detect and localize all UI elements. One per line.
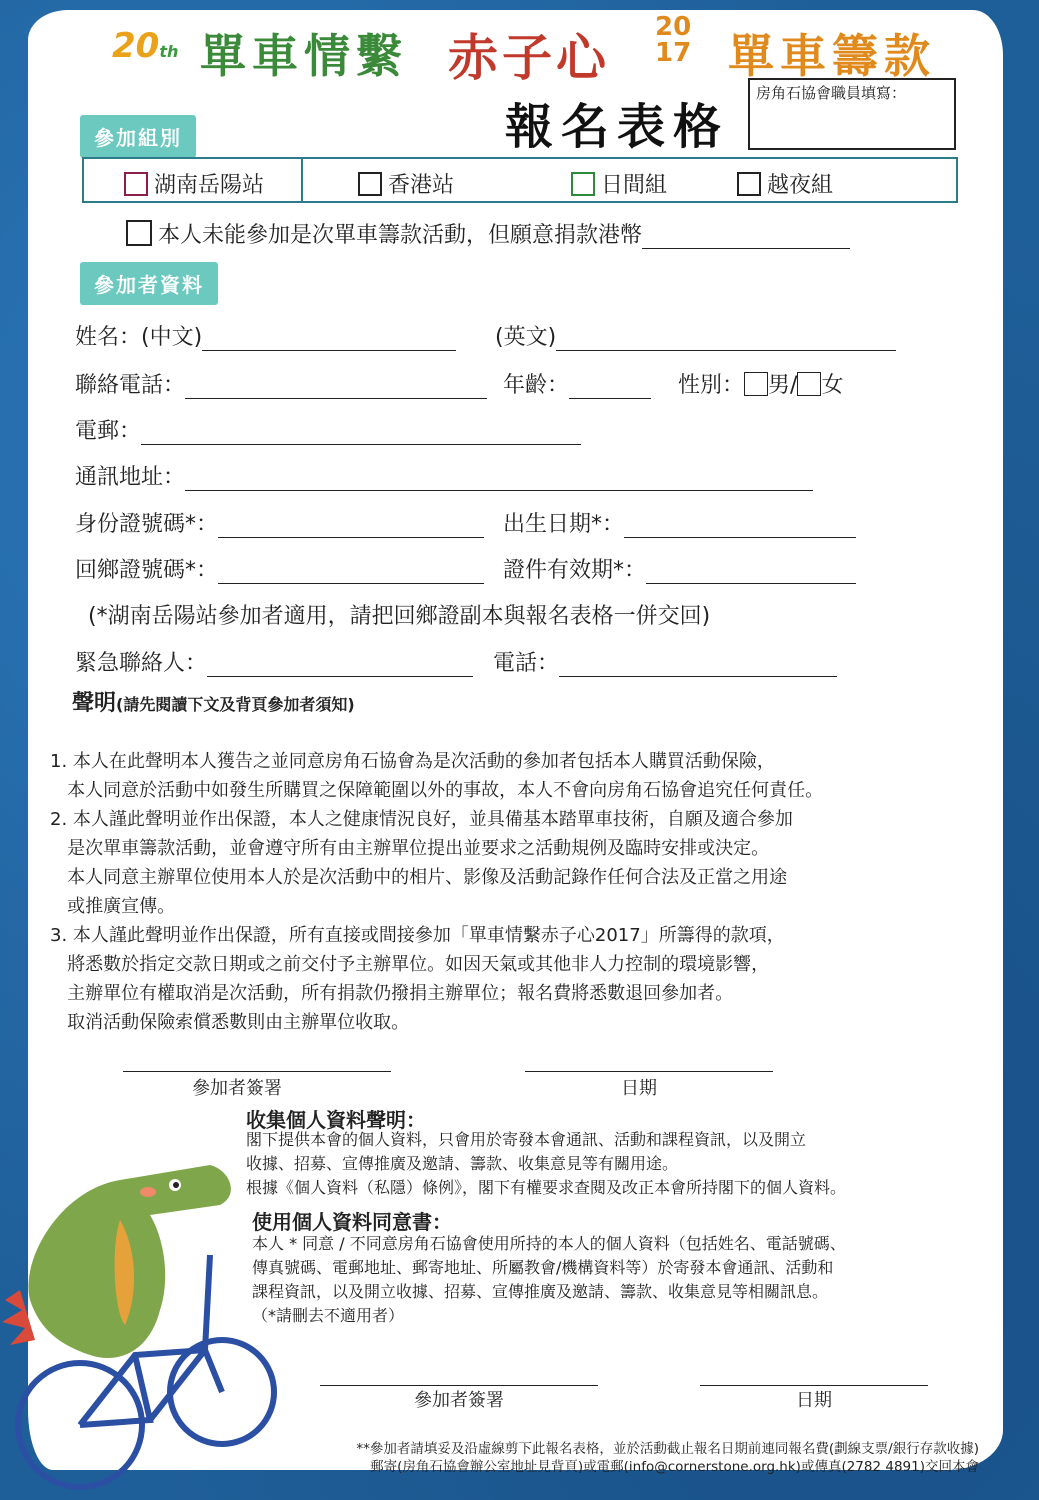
declaration-line: 2. 本人謹此聲明並作出保證，本人之健康情況良好，並具備基本踏單車技術，自願及適合參加 bbox=[50, 809, 793, 830]
title-part-2: 赤子心 bbox=[448, 28, 610, 87]
option-hongkong[interactable] bbox=[358, 168, 454, 199]
declaration-line: 3. 本人謹此聲明並作出保證，所有直接或間接參加「單車情繫赤子心2017」所籌得的款項， bbox=[50, 925, 785, 946]
date-line[interactable] bbox=[525, 1071, 773, 1072]
email-label: 電郵： bbox=[75, 419, 142, 444]
id-field[interactable] bbox=[218, 515, 484, 538]
consent-title: 使用個人資料同意書： bbox=[252, 1210, 452, 1234]
dob-label: 出生日期*： bbox=[503, 512, 625, 537]
phone-label: 聯絡電話： bbox=[75, 373, 186, 398]
group-divider bbox=[301, 157, 303, 203]
gender-label: 性別： bbox=[678, 373, 745, 398]
option-label: 香港站 bbox=[388, 173, 455, 198]
dob-field[interactable] bbox=[624, 515, 856, 538]
home-permit-row bbox=[75, 553, 484, 584]
address-row bbox=[75, 460, 813, 491]
option-label: 越夜組 bbox=[767, 173, 834, 198]
collect-line: 閣下提供本會的個人資料，只會用於寄發本會通訊、活動和課程資訊，以及開立 bbox=[246, 1130, 807, 1149]
age-row bbox=[503, 368, 651, 399]
section-label-group: 參加組別 bbox=[80, 115, 196, 158]
home-permit-label: 回鄉證號碼*： bbox=[75, 558, 219, 583]
name-en-label: (英文) bbox=[495, 325, 557, 350]
checkbox-hunan[interactable] bbox=[124, 172, 148, 196]
expiry-field[interactable] bbox=[646, 561, 856, 584]
checkbox-male[interactable] bbox=[744, 372, 768, 396]
id-label: 身份證號碼*： bbox=[75, 512, 219, 537]
checkbox-donate[interactable] bbox=[126, 220, 152, 246]
donate-amount-field[interactable] bbox=[642, 226, 850, 249]
option-night[interactable] bbox=[737, 168, 833, 199]
emergency-field[interactable] bbox=[207, 654, 473, 677]
declaration-heading bbox=[72, 686, 355, 717]
note-text: (*湖南岳陽站參加者適用，請把回鄉證副本與報名表格一併交回) bbox=[88, 604, 711, 629]
year-label: 20 17 bbox=[655, 12, 692, 68]
emergency-phone-row bbox=[493, 646, 837, 677]
address-field[interactable] bbox=[185, 468, 813, 491]
id-row bbox=[75, 507, 484, 538]
declaration-list bbox=[50, 718, 823, 1066]
home-permit-field[interactable] bbox=[218, 561, 484, 584]
emergency-label: 緊急聯絡人： bbox=[75, 651, 208, 676]
donate-row bbox=[126, 218, 850, 249]
option-hunan[interactable] bbox=[124, 168, 264, 199]
crocodile-pupil bbox=[173, 1182, 179, 1188]
name-en-row bbox=[495, 320, 896, 351]
footer-line: **參加者請填妥及沿虛線剪下此報名表格，並於活動截止報名日期前連同報名費(劃線支票/銀行存款收據) bbox=[356, 1441, 979, 1457]
option-label: 湖南岳陽站 bbox=[154, 173, 265, 198]
anniversary-logo: 20th bbox=[112, 26, 179, 66]
consent-line: 本人 * 同意 / 不同意房角石協會使用所持的本人的個人資料（包括姓名、電話號碼、 bbox=[252, 1234, 846, 1253]
gender-row bbox=[678, 368, 843, 399]
collect-line: 收據、招募、宣傳推廣及邀請、籌款、收集意見等有關用途。 bbox=[246, 1154, 679, 1173]
phone-row bbox=[75, 368, 487, 399]
female-label: 女 bbox=[821, 373, 844, 398]
expiry-row bbox=[503, 553, 856, 584]
expiry-label: 證件有效期*： bbox=[503, 558, 647, 583]
declaration-title: 聲明 bbox=[72, 691, 117, 716]
consent-signature-label: 參加者簽署 bbox=[414, 1390, 504, 1411]
footer-note bbox=[356, 1440, 979, 1476]
phone-field[interactable] bbox=[185, 376, 487, 399]
declaration-line: 將悉數於指定交款日期或之前交付予主辦單位。如因天氣或其他非人力控制的環境影響， bbox=[50, 954, 770, 975]
name-cn-label: 姓名：(中文) bbox=[75, 325, 203, 350]
declaration-subtitle: (請先閱讀下文及背頁參加者須知) bbox=[116, 695, 355, 714]
declaration-line: 本人同意於活動中如發生所購買之保障範圍以外的事故，本人不會向房角石協會追究任何責任。 bbox=[50, 780, 824, 801]
option-day[interactable] bbox=[571, 168, 667, 199]
emergency-phone-label: 電話： bbox=[493, 651, 560, 676]
consent-date-label: 日期 bbox=[796, 1390, 832, 1411]
male-label: 男/ bbox=[768, 373, 798, 398]
declaration-line: 取消活動保險索償悉數則由主辦單位收取。 bbox=[50, 1012, 410, 1033]
declaration-line: 主辦單位有權取消是次活動，所有捐款仍撥捐主辦單位；報名費將悉數退回參加者。 bbox=[50, 983, 734, 1004]
staff-use-box[interactable] bbox=[748, 78, 956, 150]
checkbox-hongkong[interactable] bbox=[358, 172, 382, 196]
name-en-field[interactable] bbox=[556, 328, 896, 351]
signature-line[interactable] bbox=[123, 1071, 391, 1072]
consent-line: 傳真號碼、電郵地址、郵寄地址、所屬教會/機構資料等）於寄發本會通訊、活動和 bbox=[252, 1258, 834, 1277]
consent-text bbox=[252, 1232, 846, 1328]
footer-line: 郵寄(房角石協會辦公室地址見背頁)或電郵(info@cornerstone.org.hk)或傳真(2782 4891)交回本會 bbox=[370, 1459, 979, 1475]
dob-row bbox=[503, 507, 856, 538]
title-part-1: 單車情繫 bbox=[200, 29, 408, 83]
email-row bbox=[75, 414, 581, 445]
date-label: 日期 bbox=[621, 1078, 657, 1099]
donate-text: 本人未能參加是次單車籌款活動，但願意捐款港幣 bbox=[158, 223, 643, 248]
crocodile-cheek bbox=[140, 1187, 156, 1197]
collect-title: 收集個人資料聲明： bbox=[246, 1108, 426, 1132]
consent-line: （*請刪去不適用者） bbox=[252, 1306, 405, 1325]
name-cn-row bbox=[75, 320, 456, 351]
emergency-phone-field[interactable] bbox=[559, 654, 837, 677]
age-label: 年齡： bbox=[503, 373, 570, 398]
email-field[interactable] bbox=[141, 422, 581, 445]
signature-label: 參加者簽署 bbox=[192, 1078, 282, 1099]
title-part-3: 單車籌款 bbox=[728, 29, 936, 83]
section-label-participant: 參加者資料 bbox=[80, 262, 218, 305]
name-cn-field[interactable] bbox=[202, 328, 456, 351]
declaration-line: 1. 本人在此聲明本人獲告之並同意房角石協會為是次活動的參加者包括本人購買活動保險， bbox=[50, 751, 775, 772]
consent-line: 課程資訊，以及開立收據、招募、宣傳推廣及邀請、籌款、收集意見等相關訊息。 bbox=[252, 1282, 829, 1301]
checkbox-night[interactable] bbox=[737, 172, 761, 196]
declaration-line: 或推廣宣傳。 bbox=[50, 896, 176, 917]
age-field[interactable] bbox=[569, 376, 651, 399]
collect-line: 根據《個人資料（私隱）條例》，閣下有權要求查閱及改正本會所持閣下的個人資料。 bbox=[246, 1178, 847, 1197]
option-label: 日間組 bbox=[601, 173, 668, 198]
checkbox-female[interactable] bbox=[797, 372, 821, 396]
crocodile-bicycle-illustration bbox=[0, 1150, 290, 1500]
declaration-line: 本人同意主辦單位使用本人於是次活動中的相片、影像及活動記錄作任何合法及正當之用途 bbox=[50, 867, 788, 888]
address-label: 通訊地址： bbox=[75, 465, 186, 490]
emergency-row bbox=[75, 646, 473, 677]
form-title: 報名表格 bbox=[505, 99, 730, 155]
collect-text bbox=[246, 1128, 846, 1200]
checkbox-day[interactable] bbox=[571, 172, 595, 196]
staff-box-label: 房角石協會職員填寫： bbox=[756, 84, 907, 102]
declaration-line: 是次單車籌款活動，並會遵守所有由主辦單位提出並要求之活動規例及臨時安排或決定。 bbox=[50, 838, 770, 859]
